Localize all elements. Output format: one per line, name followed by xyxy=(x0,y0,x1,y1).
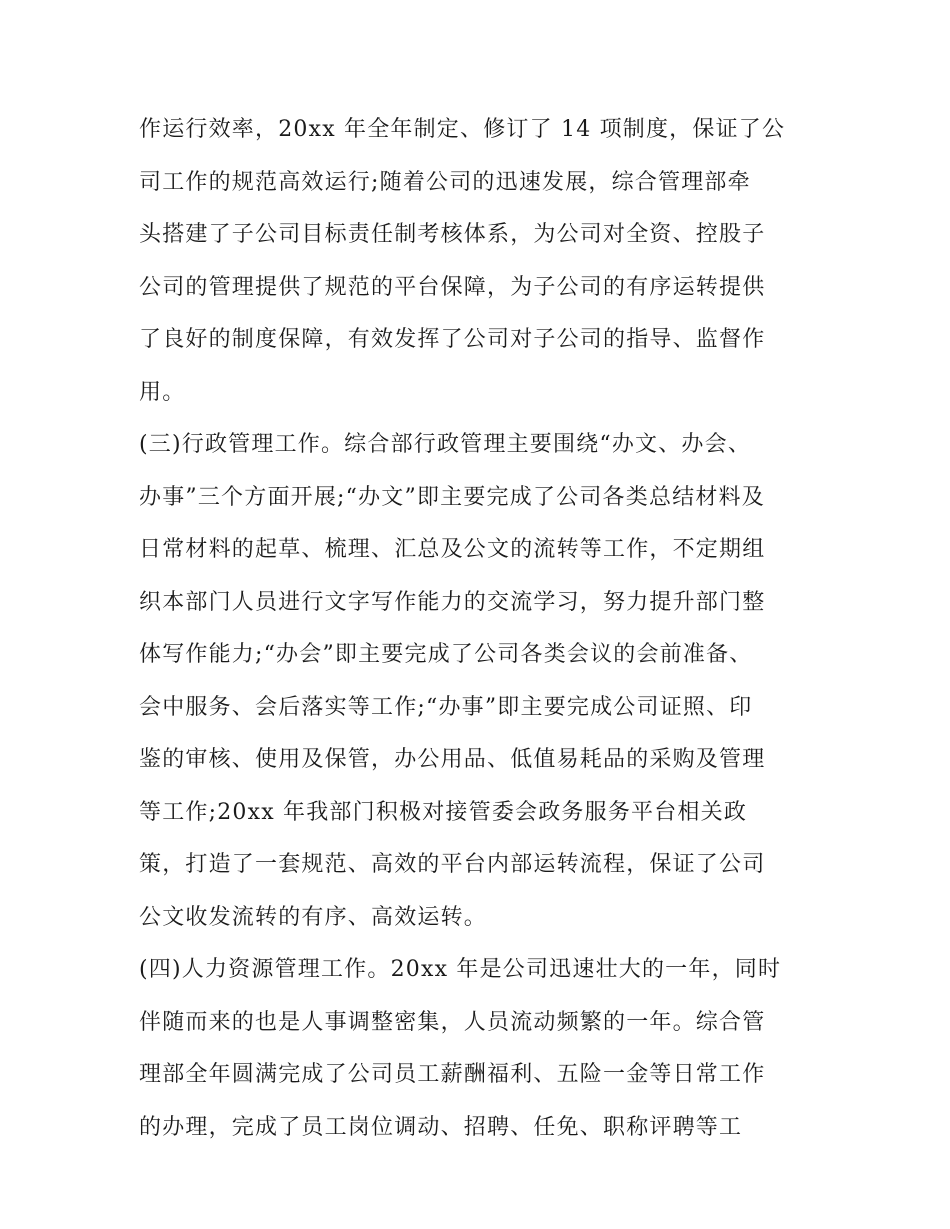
text-line: 体写作能力;“办会”即主要完成了公司各类会议的会前准备、 xyxy=(139,642,753,667)
section-heading-line: (三)行政管理工作。综合部行政管理主要围绕“办文、办会、 xyxy=(139,432,752,457)
text-line: 用。 xyxy=(139,379,186,405)
text-line: 日常材料的起草、梳理、汇总及公文的流转等工作，不定期组 xyxy=(139,537,766,562)
section-heading-line: (四)人力资源管理工作。20xx 年是公司迅速壮大的一年，同时 xyxy=(139,957,782,982)
text-line: 的办理，完成了员工岗位调动、招聘、任免、职称评聘等工 xyxy=(139,1114,743,1140)
text-line: 公司的管理提供了规范的平台保障，为子公司的有序运转提供 xyxy=(139,274,766,300)
text-line: 等工作;20xx 年我部门积极对接管委会政务服务平台相关政 xyxy=(139,799,748,825)
text-line: 了良好的制度保障，有效发挥了公司对子公司的指导、监督作 xyxy=(139,327,766,352)
text-line: 司工作的规范高效运行;随着公司的迅速发展，综合管理部牵 xyxy=(139,169,751,195)
text-line: 作运行效率，20xx 年全年制定、修订了 14 项制度，保证了公 xyxy=(139,117,786,142)
text-line: 策，打造了一套规范、高效的平台内部运转流程，保证了公司 xyxy=(139,852,766,877)
text-line: 会中服务、会后落实等工作;“办事”即主要完成公司证照、印 xyxy=(139,694,753,720)
document-body xyxy=(139,108,819,1158)
text-line: 办事”三个方面开展;“办文”即主要完成了公司各类总结材料及 xyxy=(139,484,765,510)
text-line: 织本部门人员进行文字写作能力的交流学习，努力提升部门整 xyxy=(139,589,766,615)
text-line: 理部全年圆满完成了公司员工薪酬福利、五险一金等日常工作 xyxy=(139,1062,766,1087)
text-line: 公文收发流转的有序、高效运转。 xyxy=(139,904,488,930)
text-line: 伴随而来的也是人事调整密集，人员流动频繁的一年。综合管 xyxy=(139,1009,766,1035)
text-line: 头搭建了子公司目标责任制考核体系，为公司对全资、控股子 xyxy=(139,222,766,247)
text-line: 鉴的审核、使用及保管，办公用品、低值易耗品的采购及管理 xyxy=(139,747,766,772)
